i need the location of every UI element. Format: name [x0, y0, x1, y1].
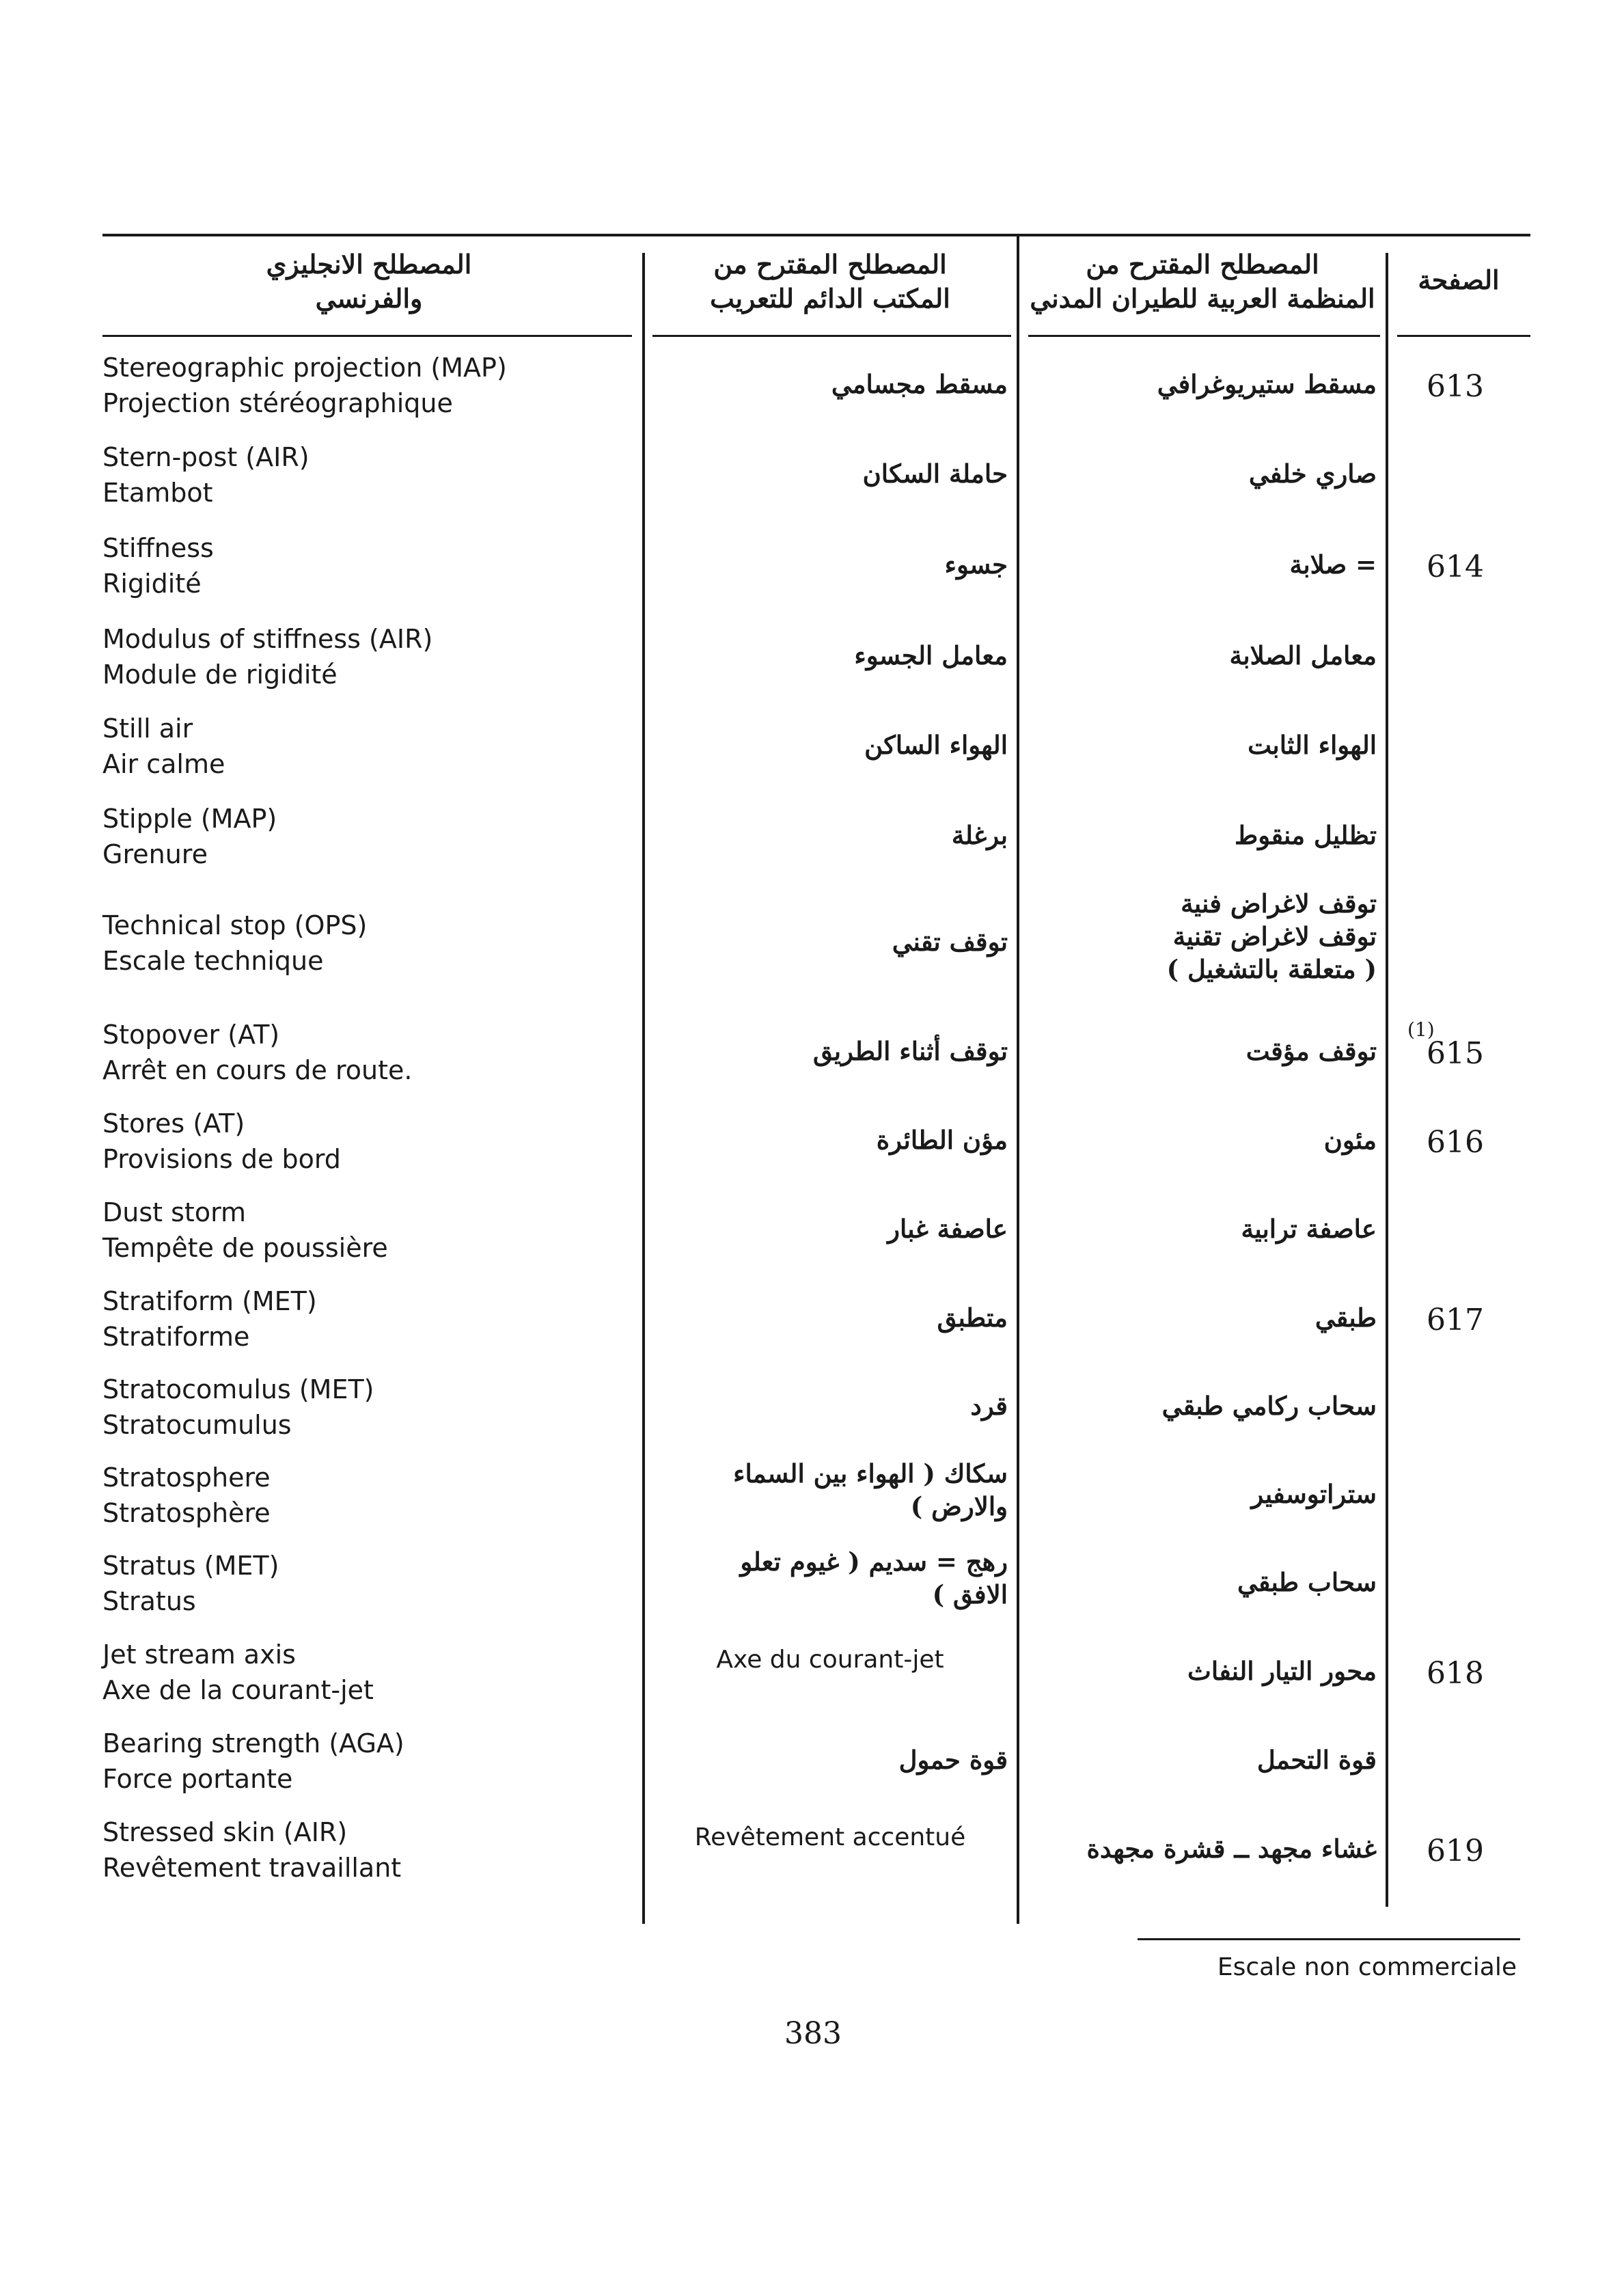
office-term: حاملة السكان — [862, 459, 1008, 489]
header-top-rule — [102, 234, 1530, 236]
office-term: برغلة — [951, 820, 1008, 850]
header-arab-civil-aviation: المصطلح المقترح من المنظمة العربية للطيران المدني — [1030, 249, 1375, 314]
term-english: Stratiform (MET) — [102, 1286, 317, 1316]
term-english: Stores (AT) — [102, 1109, 245, 1139]
term-french: Module de rigidité — [102, 660, 338, 690]
term-english: Stratus (MET) — [102, 1551, 279, 1581]
term-french: Force portante — [102, 1764, 293, 1794]
office-term: توقف تقني — [892, 927, 1008, 957]
term-french: Rigidité — [102, 569, 202, 599]
office-term: مؤن الطائرة — [876, 1125, 1008, 1155]
table-row-term — [102, 439, 635, 511]
term-french: Stratosphère — [102, 1498, 271, 1528]
term-english: Bearing strength (AGA) — [102, 1728, 404, 1758]
header-bottom-rule — [652, 335, 1011, 337]
term-french: Axe de la courant-jet — [102, 1675, 374, 1705]
table-row-term — [102, 1460, 635, 1531]
acao-term: قوة التحمل — [1256, 1745, 1377, 1775]
acao-term: معامل الصلابة — [1229, 640, 1377, 670]
term-french: Projection stéréographique — [102, 388, 453, 418]
term-french: Tempête de poussière — [102, 1233, 388, 1263]
table-row-term — [102, 530, 635, 601]
column-divider — [1017, 236, 1019, 1924]
header-page: الصفحة — [1418, 264, 1500, 295]
table-row-term — [102, 1637, 635, 1708]
office-term: عاصفة غبار — [887, 1214, 1008, 1244]
acao-term: = صلابة — [1289, 549, 1377, 580]
page-ref-note: (1) — [1407, 1018, 1435, 1041]
page-ref: 615 — [1427, 1036, 1484, 1071]
header-english-french: المصطلح الانجليزي والفرنسي — [266, 249, 472, 314]
acao-term: محور التيار النفاث — [1187, 1656, 1377, 1686]
acao-term: طبقي — [1315, 1303, 1377, 1333]
header-bottom-rule — [1028, 335, 1380, 337]
header-permanent-office: المصطلح المقترح من المكتب الدائم للتعريب — [710, 249, 950, 314]
term-french: Stratiforme — [102, 1322, 250, 1352]
acao-term: سحاب ركامي طبقي — [1161, 1391, 1377, 1421]
term-french: Revêtement travaillant — [102, 1853, 402, 1883]
acao-term: توقف لاغراض فنية توقف لاغراض تقنية ( متعلقة بالتشغيل ) — [1166, 888, 1377, 984]
office-term: جسوء — [944, 549, 1008, 580]
term-english: Jet stream axis — [102, 1640, 296, 1670]
office-term: الهواء الساكن — [864, 730, 1008, 760]
footnote-rule — [1138, 1938, 1520, 1940]
office-term: Revêtement accentué — [694, 1823, 966, 1851]
term-english: Dust storm — [102, 1197, 247, 1227]
acao-term: صاري خلفي — [1248, 459, 1377, 489]
office-term: متطبق — [937, 1303, 1008, 1333]
page-ref: 613 — [1427, 369, 1484, 404]
term-english: Stratocomulus (MET) — [102, 1374, 374, 1404]
term-english: Stratosphere — [102, 1463, 271, 1493]
table-row-term — [102, 711, 635, 782]
acao-term: سحاب طبقي — [1237, 1567, 1377, 1597]
acao-term: توقف مؤقت — [1245, 1036, 1377, 1066]
term-english: Stiffness — [102, 533, 214, 563]
office-term: قوة حمول — [898, 1745, 1008, 1775]
page-ref: 618 — [1427, 1656, 1484, 1691]
term-english: Stereographic projection (MAP) — [102, 353, 507, 383]
table-row-term — [102, 1283, 635, 1355]
header-bottom-rule — [1397, 335, 1530, 337]
office-term: رهج = سديم ( غيوم تعلو الافق ) — [740, 1547, 1008, 1609]
header-bottom-rule — [102, 335, 632, 337]
column-divider — [1386, 253, 1388, 1907]
page-ref: 619 — [1427, 1834, 1484, 1868]
table-row-term — [102, 1814, 635, 1886]
term-french: Provisions de bord — [102, 1144, 341, 1174]
page-ref: 614 — [1427, 549, 1484, 584]
term-french: Stratocumulus — [102, 1410, 292, 1440]
term-english: Stipple (MAP) — [102, 804, 277, 834]
office-term: Axe du courant-jet — [716, 1646, 944, 1674]
page-ref: 617 — [1427, 1303, 1484, 1337]
office-term: سكاك ( الهواء بين السماء والارض ) — [733, 1458, 1008, 1521]
office-term: توقف أثناء الطريق — [812, 1036, 1008, 1066]
table-row-term — [102, 1372, 635, 1443]
acao-term: عاصفة ترابية — [1241, 1214, 1377, 1244]
acao-term: غشاء مجهد ــ قشرة مجهدة — [1086, 1834, 1377, 1864]
acao-term: مئون — [1323, 1125, 1377, 1155]
term-french: Stratus — [102, 1586, 196, 1616]
term-french: Grenure — [102, 839, 208, 869]
table-row-term — [102, 1726, 635, 1797]
term-english: Stressed skin (AIR) — [102, 1817, 348, 1847]
acao-term: تظليل منقوط — [1235, 820, 1377, 850]
term-english: Still air — [102, 713, 193, 744]
table-row-term — [102, 350, 635, 421]
table-row-term — [102, 908, 635, 979]
table-row-term — [102, 621, 635, 692]
office-term: مسقط مجسامي — [831, 369, 1008, 399]
term-english: Stopover (AT) — [102, 1020, 280, 1050]
acao-term: ستراتوسفير — [1251, 1479, 1377, 1509]
table-row-term — [102, 1195, 635, 1266]
office-term: قرد — [970, 1391, 1008, 1421]
office-term: معامل الجسوء — [854, 640, 1008, 670]
acao-term: مسقط ستيريوغرافي — [1157, 369, 1377, 399]
term-french: Etambot — [102, 478, 213, 508]
page-number: 383 — [784, 2016, 842, 2051]
table-row-term — [102, 1106, 635, 1177]
page-ref: 616 — [1427, 1125, 1484, 1160]
footnote: Escale non commerciale — [1217, 1953, 1517, 1981]
term-english: Modulus of stiffness (AIR) — [102, 624, 433, 654]
term-english: Stern-post (AIR) — [102, 442, 309, 472]
table-row-term — [102, 1017, 635, 1088]
term-english: Technical stop (OPS) — [102, 910, 368, 940]
term-french: Air calme — [102, 749, 225, 779]
acao-term: الهواء الثابت — [1248, 730, 1377, 760]
table-row-term — [102, 801, 635, 872]
column-divider — [642, 253, 645, 1924]
term-french: Arrêt en cours de route. — [102, 1055, 413, 1085]
table-row-term — [102, 1548, 635, 1619]
term-french: Escale technique — [102, 946, 324, 976]
